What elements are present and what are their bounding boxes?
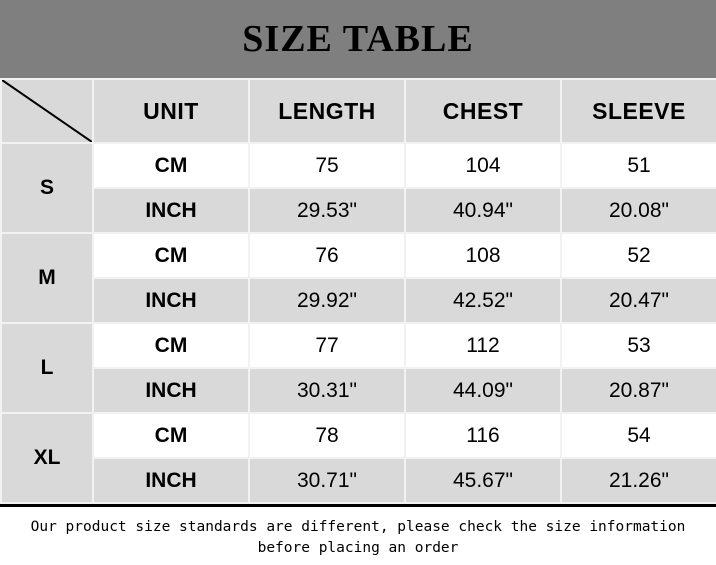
value-length: 76 (249, 233, 405, 278)
value-length: 29.92" (249, 278, 405, 323)
size-label-m: M (1, 233, 93, 323)
unit-cell: CM (93, 143, 249, 188)
value-sleeve: 52 (561, 233, 716, 278)
value-chest: 116 (405, 413, 561, 458)
table-row (1, 233, 716, 278)
value-chest: 42.52" (405, 278, 561, 323)
value-sleeve: 20.87" (561, 368, 716, 413)
value-sleeve: 20.47" (561, 278, 716, 323)
corner-cell (1, 79, 93, 143)
value-length: 30.71" (249, 458, 405, 503)
unit-cell: CM (93, 323, 249, 368)
table-row (1, 188, 716, 233)
unit-cell: INCH (93, 188, 249, 233)
value-chest: 108 (405, 233, 561, 278)
diagonal-divider-icon (2, 80, 92, 142)
value-sleeve: 20.08" (561, 188, 716, 233)
size-label-l: L (1, 323, 93, 413)
value-chest: 40.94" (405, 188, 561, 233)
unit-cell: INCH (93, 278, 249, 323)
footer-note-line-1: Our product size standards are different, please check the size information (30, 519, 686, 535)
footer-note (0, 504, 716, 565)
value-length: 75 (249, 143, 405, 188)
value-chest: 44.09" (405, 368, 561, 413)
value-length: 77 (249, 323, 405, 368)
unit-cell: CM (93, 233, 249, 278)
value-sleeve: 51 (561, 143, 716, 188)
table-header-row (1, 79, 716, 143)
table-row (1, 368, 716, 413)
value-chest: 112 (405, 323, 561, 368)
table-row (1, 413, 716, 458)
header-sleeve: SLEEVE (561, 79, 716, 143)
size-label-xl: XL (1, 413, 93, 503)
value-chest: 104 (405, 143, 561, 188)
header-chest: CHEST (405, 79, 561, 143)
table-row (1, 278, 716, 323)
unit-cell: CM (93, 413, 249, 458)
title-bar (0, 0, 716, 78)
header-unit: UNIT (93, 79, 249, 143)
page-title: SIZE TABLE (242, 18, 474, 60)
table-row (1, 323, 716, 368)
unit-cell: INCH (93, 458, 249, 503)
table-row (1, 143, 716, 188)
value-length: 78 (249, 413, 405, 458)
value-sleeve: 21.26" (561, 458, 716, 503)
footer-note-line-2: before placing an order (257, 540, 459, 557)
value-length: 30.31" (249, 368, 405, 413)
value-chest: 45.67" (405, 458, 561, 503)
size-table (0, 78, 716, 504)
value-sleeve: 54 (561, 413, 716, 458)
value-sleeve: 53 (561, 323, 716, 368)
table-row (1, 458, 716, 503)
value-length: 29.53" (249, 188, 405, 233)
size-label-s: S (1, 143, 93, 233)
header-length: LENGTH (249, 79, 405, 143)
unit-cell: INCH (93, 368, 249, 413)
